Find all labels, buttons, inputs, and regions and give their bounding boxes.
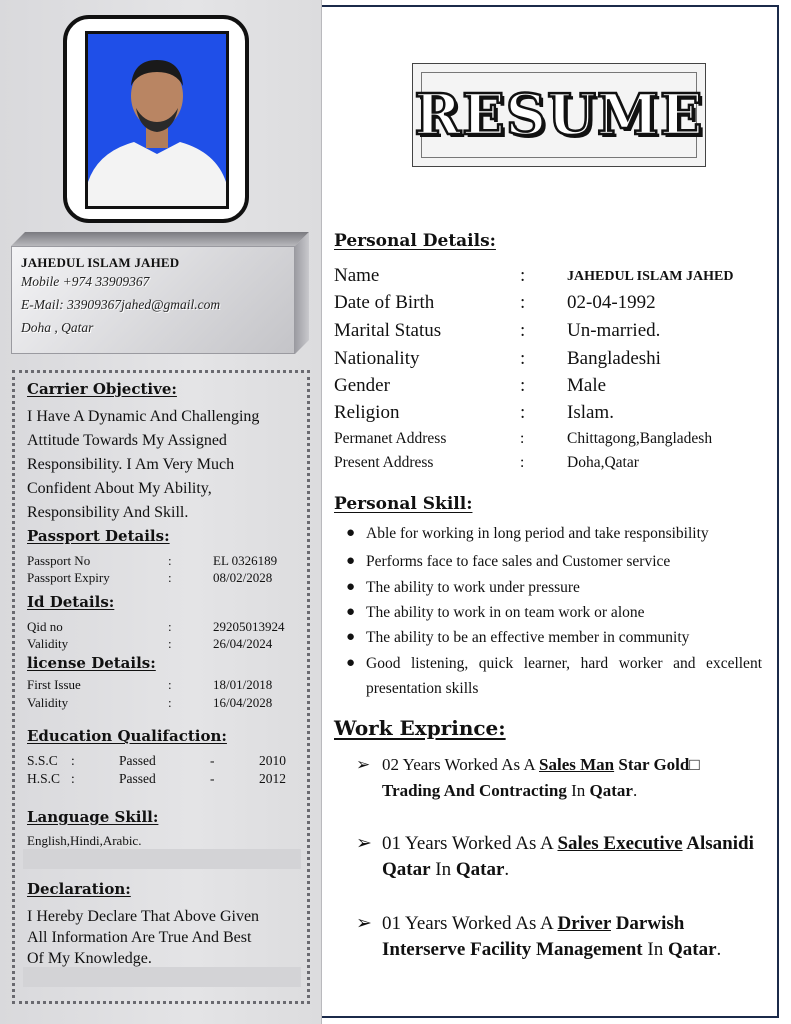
profile-photo (85, 31, 229, 209)
passport-row: Passport No : EL 0326189 (27, 553, 278, 568)
declaration-text: I Hereby Declare That Above Given All Information Are True And Best Of My Knowledge. (27, 908, 260, 967)
declaration-heading: Declaration: (27, 880, 131, 898)
bullet-icon: ● (346, 604, 356, 620)
contact-mobile: Mobile +974 33909367 (21, 274, 150, 289)
education-row: H.S.C : Passed - 2012 (27, 771, 286, 786)
license-heading: license Details: (27, 654, 156, 672)
work-item: ➢ 01 Years Worked As A Driver Darwish Interserve Facility Management In Qatar. (356, 913, 722, 960)
left-details-panel (12, 370, 310, 1004)
left-sidebar (0, 0, 322, 1024)
resume-title-box (412, 63, 706, 167)
education-row: S.S.C : Passed - 2010 (27, 753, 286, 768)
license-row: First Issue : 18/01/2018 (27, 677, 273, 692)
personal-row-name: Name : JAHEDUL ISLAM JAHED (334, 265, 734, 286)
contact-location: Doha , Qatar (21, 320, 94, 335)
personal-row-dob: Date of Birth : 02-04-1992 (334, 292, 656, 313)
arrow-bullet-icon: ➢ (356, 913, 372, 934)
objective-text: I Have A Dynamic And Challenging Attitude Towards My Assigned Responsibility. I Am Very Much Confident About My Ability, Responsibility And Skill. (27, 408, 260, 521)
personal-row-permanent-address: Permanet Address : Chittagong,Bangladesh (334, 430, 713, 447)
license-row: Validity : 16/04/2028 (27, 695, 273, 710)
objective-heading: Carrier Objective: (27, 380, 177, 398)
skill-item: ● The ability to work in on team work or alone (346, 600, 762, 625)
id-heading: Id Details: (27, 593, 115, 611)
id-row: Qid no : 29205013924 (27, 619, 285, 634)
personal-row-religion: Religion : Islam. (334, 402, 614, 423)
contact-card (11, 232, 309, 354)
education-heading: Education Qualifaction: (27, 727, 227, 745)
arrow-bullet-icon: ➢ (356, 833, 372, 854)
bullet-icon: ● (346, 525, 356, 541)
passport-heading: Passport Details: (27, 527, 170, 545)
skill-item: ● Performs face to face sales and Customer service (346, 549, 762, 574)
bullet-icon: ● (346, 629, 356, 645)
skill-item: ● The ability to work under pressure (346, 575, 762, 600)
work-item: ➢ 01 Years Worked As A Sales Executive Alsanidi Qatar In Qatar. (356, 833, 754, 880)
contact-name: JAHEDUL ISLAM JAHED (21, 255, 180, 270)
bullet-icon: ● (346, 655, 356, 671)
personal-row-present-address: Present Address : Doha,Qatar (334, 454, 639, 471)
contact-email: E-Mail: 33909367jahed@gmail.com (21, 297, 221, 312)
personal-row-gender: Gender : Male (334, 375, 607, 396)
bullet-icon: ● (346, 579, 356, 595)
language-text: English,Hindi,Arabic. (27, 833, 142, 848)
id-row: Validity : 26/04/2024 (27, 636, 273, 651)
bullet-icon: ● (346, 553, 356, 569)
resume-title: RESUME (414, 82, 704, 148)
photo-frame (63, 15, 249, 223)
personal-skill-heading: Personal Skill: (334, 494, 473, 514)
work-heading: Work Exprince: (334, 716, 506, 740)
personal-details-heading: Personal Details: (334, 231, 496, 251)
language-heading: Language Skill: (27, 808, 159, 826)
personal-row-marital: Marital Status : Un-married. (334, 320, 661, 341)
passport-row: Passport Expiry : 08/02/2028 (27, 570, 273, 585)
skill-item: ● Able for working in long period and take responsibility (346, 521, 762, 546)
work-item: ➢ 02 Years Worked As A Sales Man Star Gold□ Trading And Contracting In Qatar. (356, 752, 756, 804)
skill-item: ● The ability to be an effective member in community (346, 625, 762, 650)
arrow-bullet-icon: ➢ (356, 755, 371, 774)
skill-item: ● Good listening, quick learner, hard worker and excellent presentation skills (346, 651, 762, 701)
personal-row-nationality: Nationality : Bangladeshi (334, 348, 661, 369)
